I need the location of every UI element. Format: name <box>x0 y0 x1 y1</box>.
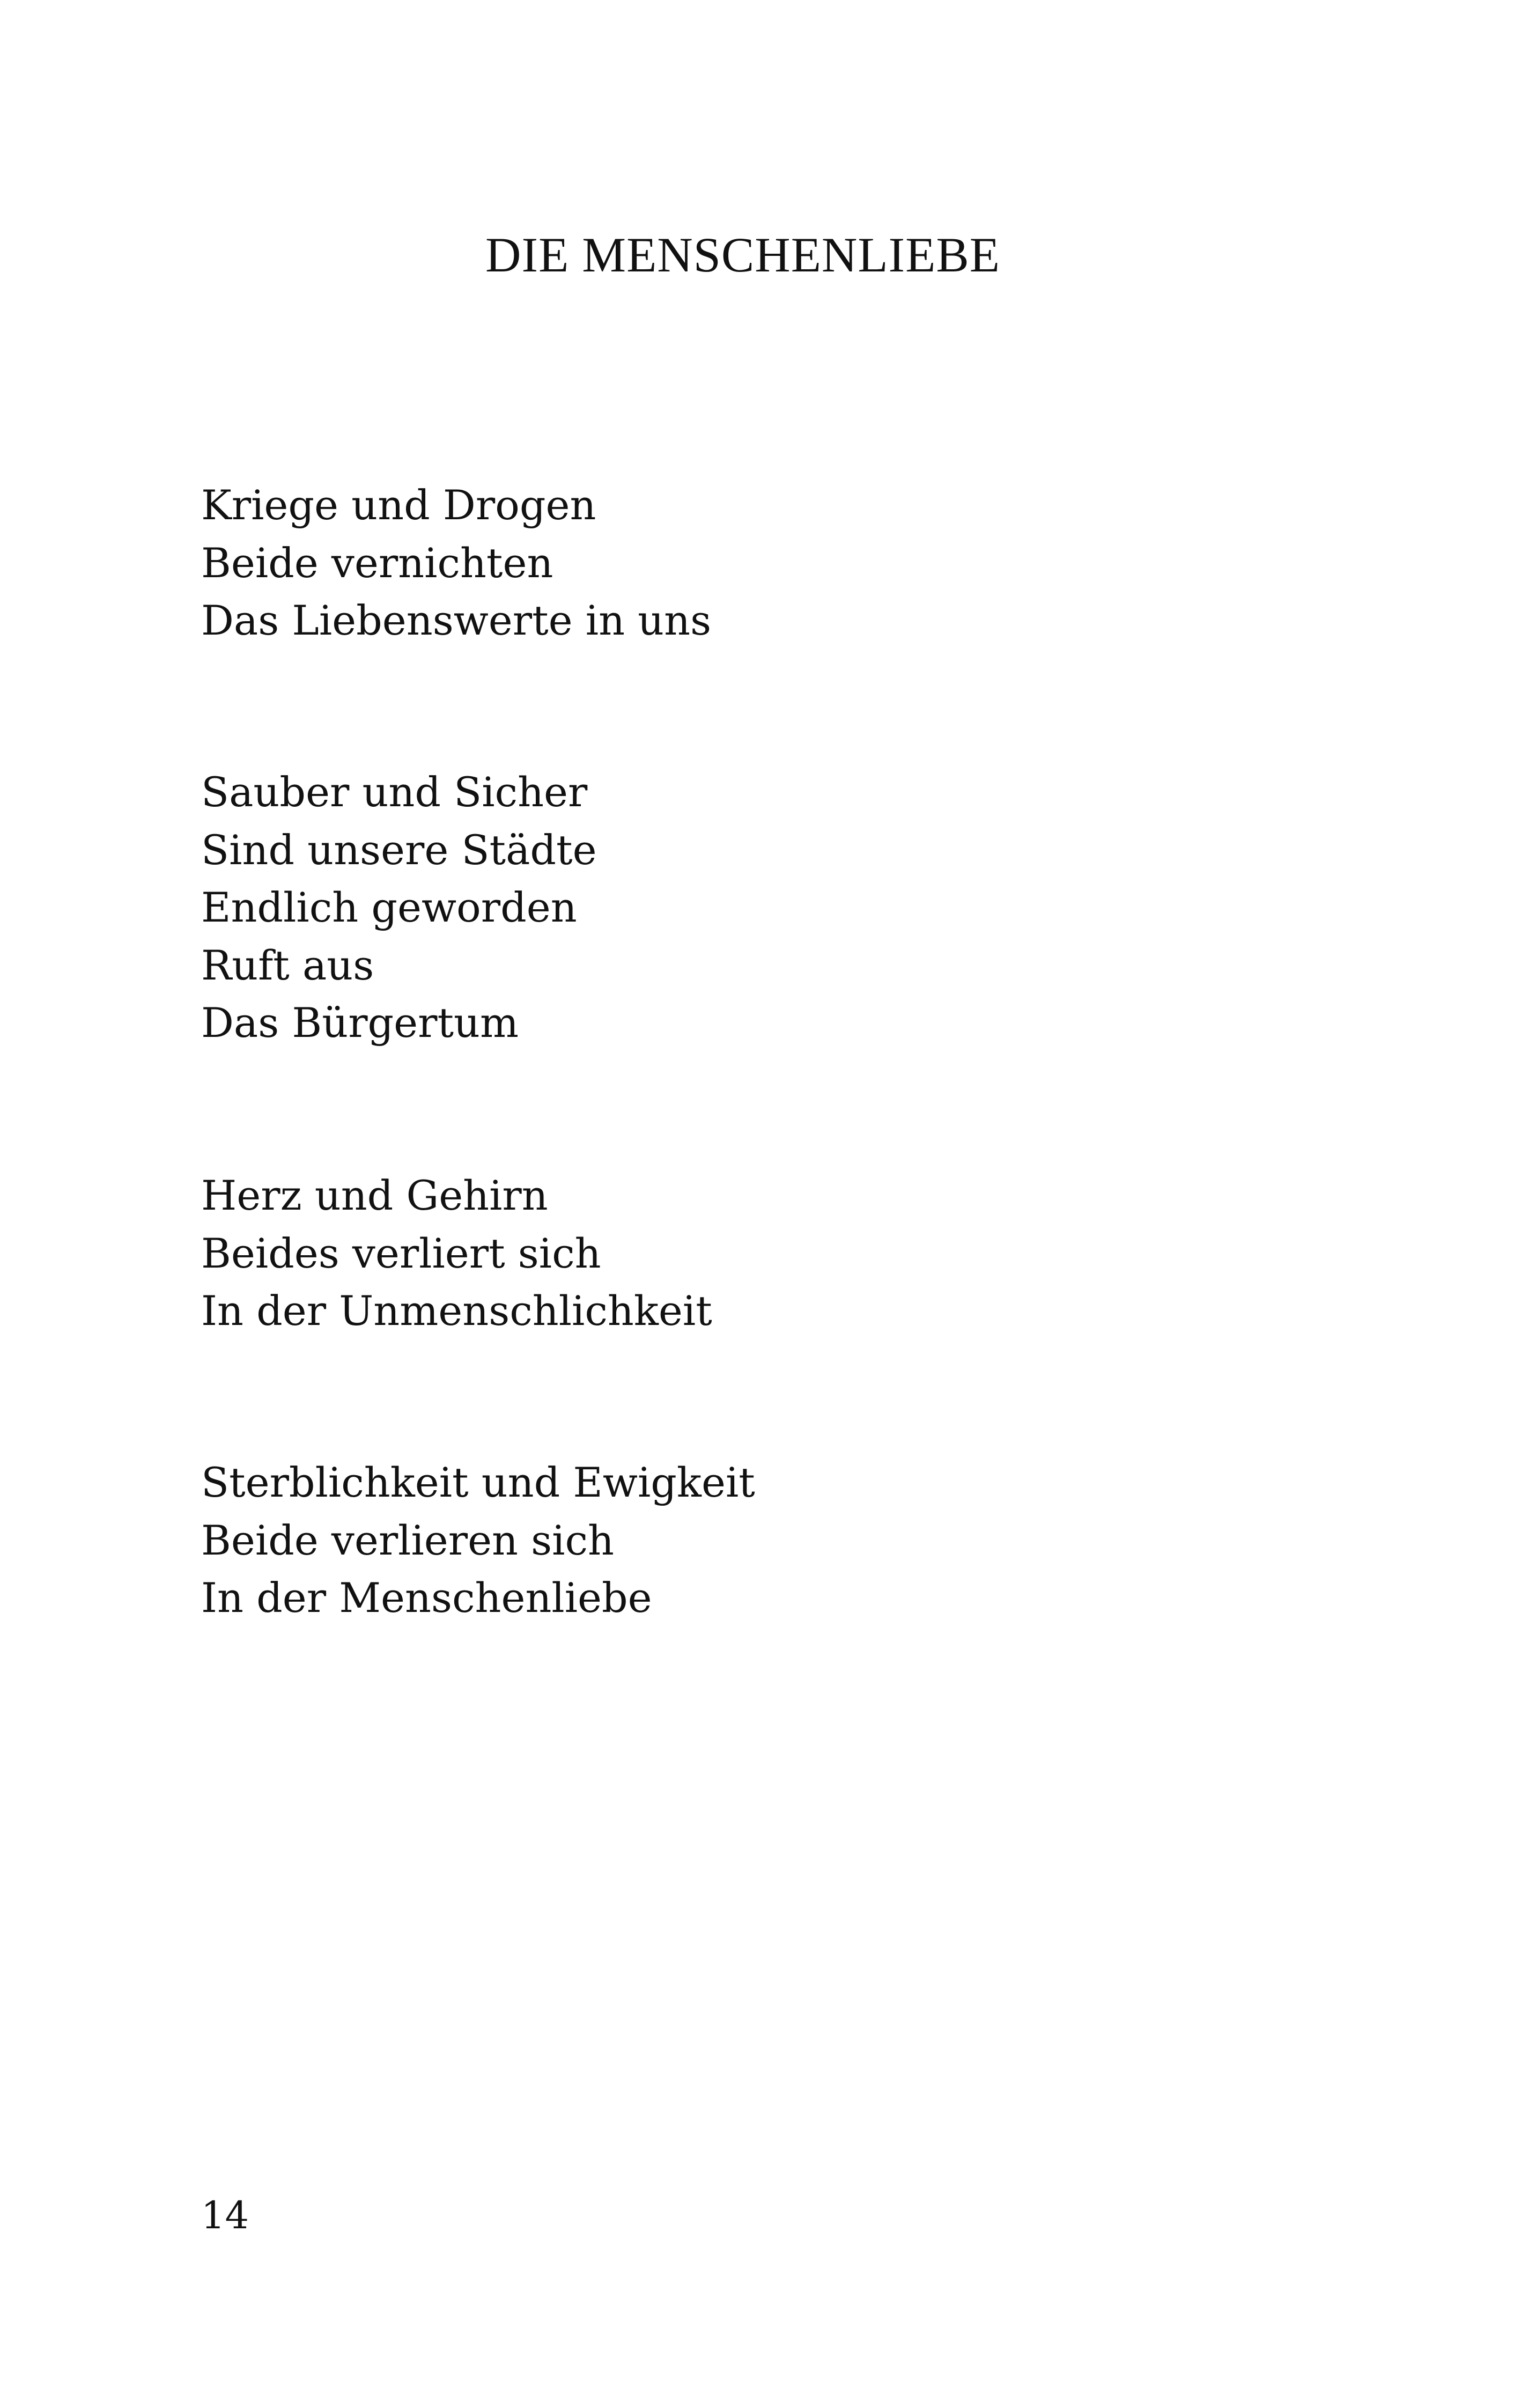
verse-line: Ruft aus <box>201 941 374 989</box>
verse-line: Sauber und Sicher <box>201 768 588 816</box>
verse-line: Beide verlieren sich <box>201 1516 614 1564</box>
verse-line: In der Unmenschlichkeit <box>201 1287 712 1335</box>
stanza-3 <box>201 1167 712 1340</box>
verse-line: Das Bürgertum <box>201 999 519 1047</box>
verse-line: Herz und Gehirn <box>201 1172 548 1219</box>
verse-line: Kriege und Drogen <box>201 481 596 529</box>
poem-title: DIE MENSCHENLIEBE <box>485 227 1000 282</box>
stanza-4 <box>201 1454 755 1627</box>
verse-line: Sind unsere Städte <box>201 826 597 874</box>
verse-line: Endlich geworden <box>201 883 577 931</box>
page-number: 14 <box>201 2193 249 2237</box>
stanza-2 <box>201 763 597 1052</box>
verse-line: Beide vernichten <box>201 539 553 587</box>
verse-line: Das Liebenswerte in uns <box>201 597 712 644</box>
stanza-1 <box>201 476 711 650</box>
verse-line: In der Menschenliebe <box>201 1574 652 1622</box>
verse-line: Beides verliert sich <box>201 1229 601 1277</box>
verse-line: Sterblichkeit und Ewigkeit <box>201 1459 755 1506</box>
